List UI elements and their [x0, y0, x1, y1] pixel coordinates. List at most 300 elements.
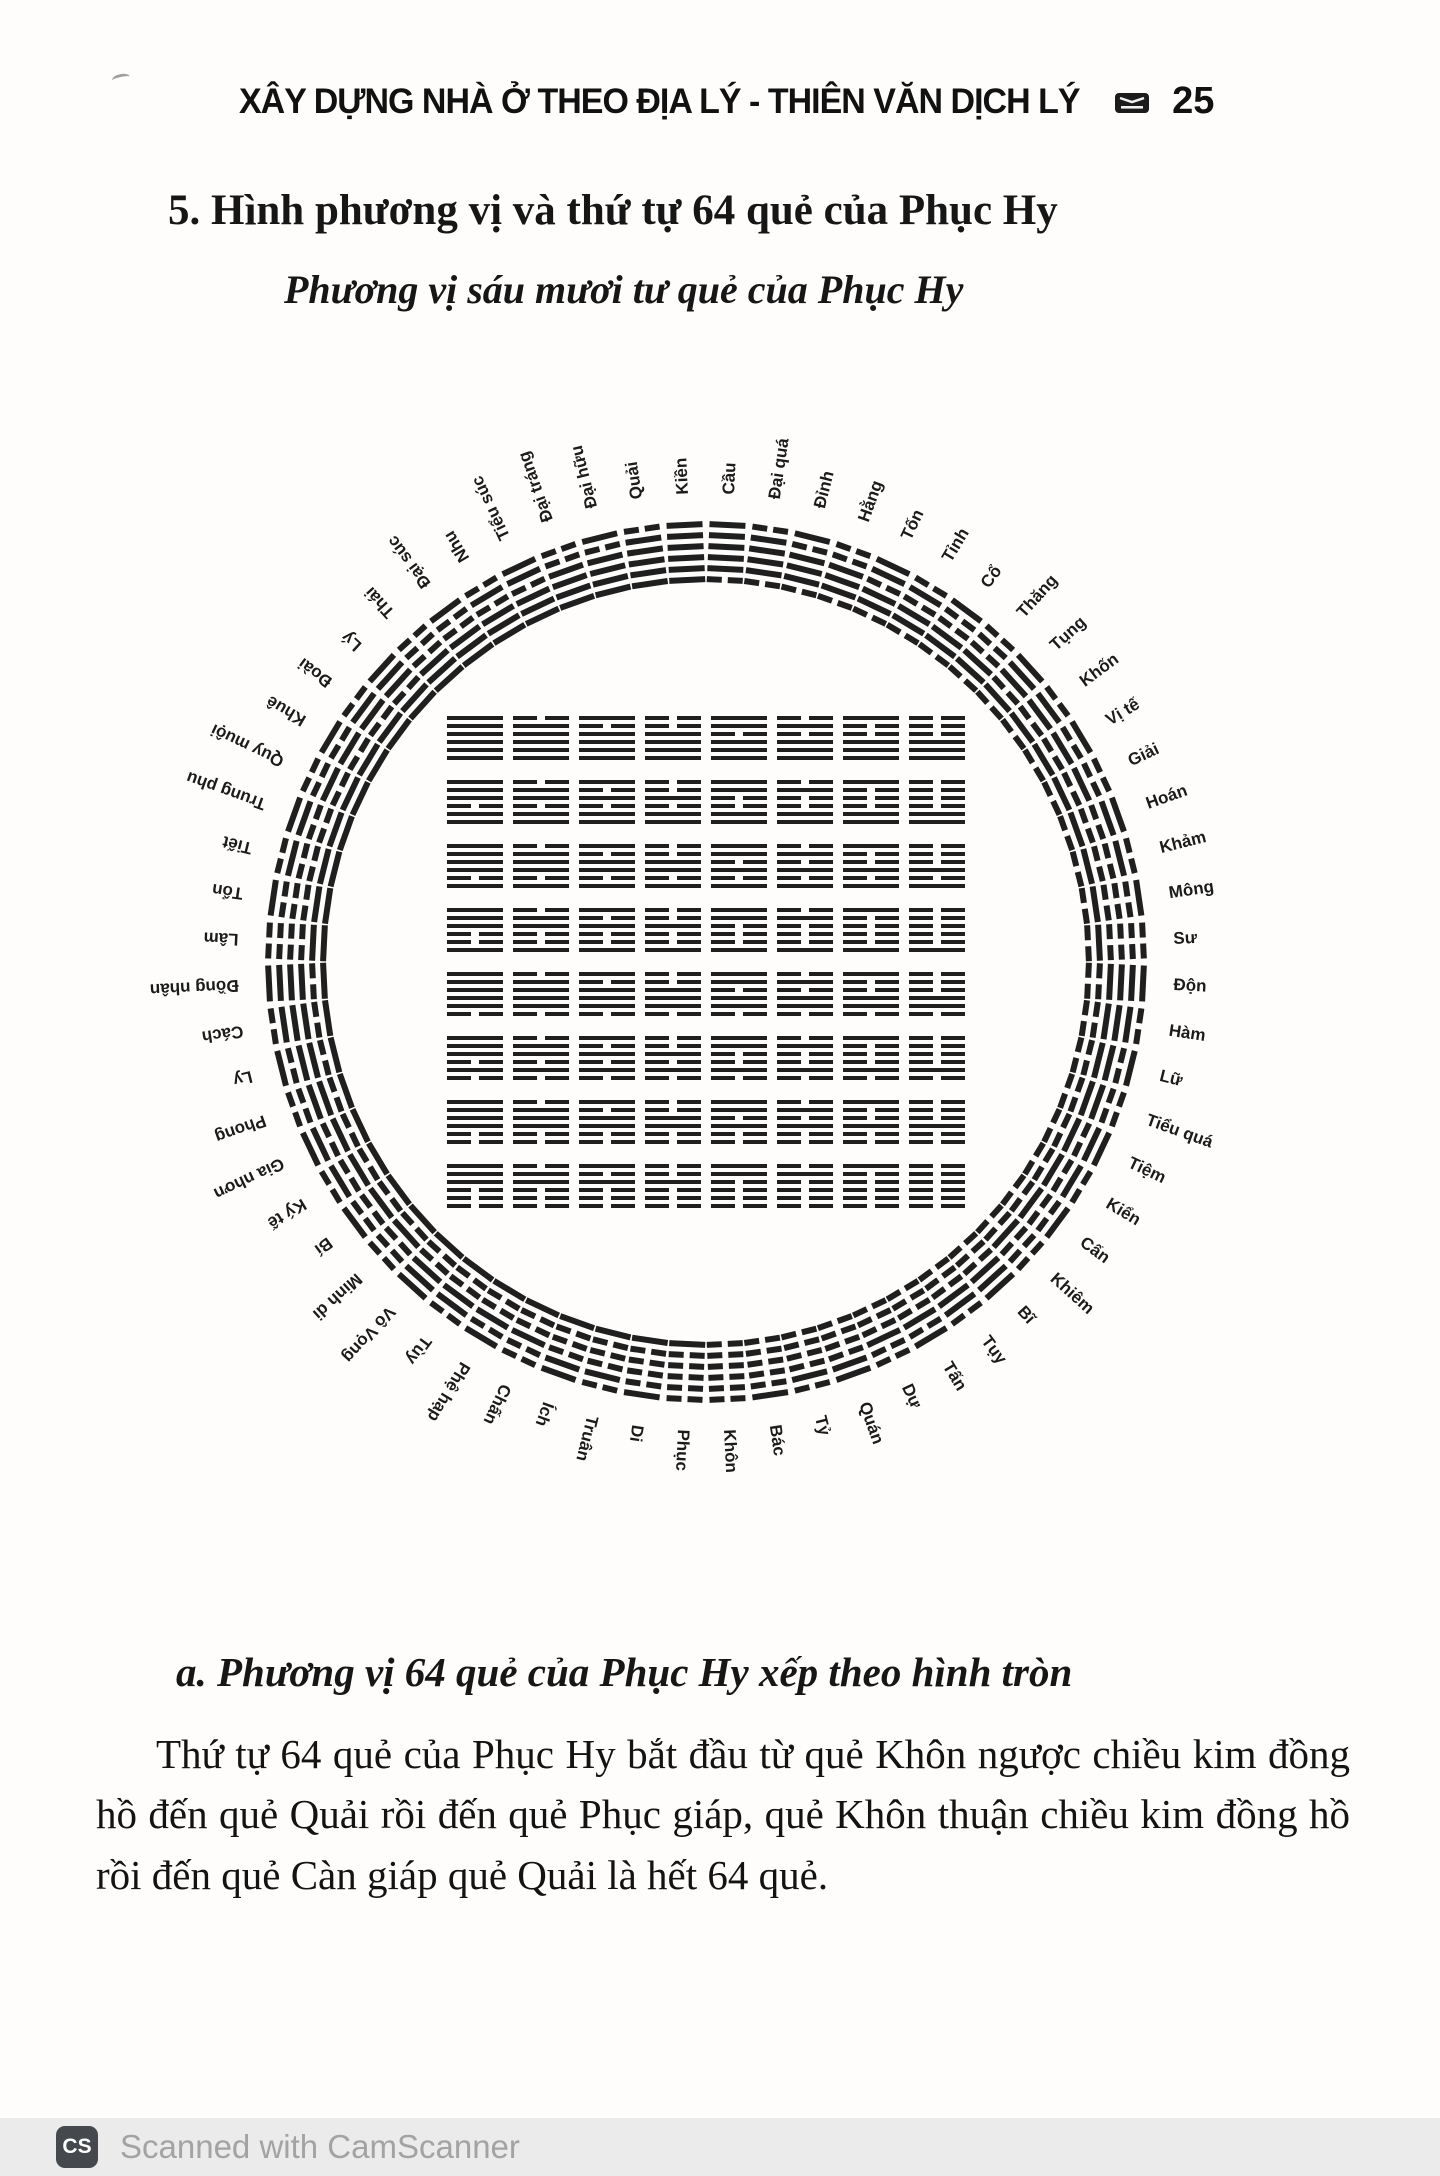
- hexagram-line: [579, 884, 635, 888]
- hexagram-line: [447, 860, 503, 864]
- hexagram-line: [711, 1140, 767, 1144]
- hexagram-line: [777, 1132, 833, 1136]
- hexagram-line: [447, 908, 503, 912]
- hexagram-line: [513, 716, 569, 720]
- hexagram-line: [513, 1076, 569, 1080]
- hexagram-line: [579, 988, 635, 992]
- ring-hexagram-label: Cầu: [718, 461, 740, 496]
- hexagram-line: [777, 972, 833, 976]
- hexagram-line: [1079, 888, 1090, 924]
- grid-hexagram: [447, 1036, 503, 1080]
- hexagram-line: [311, 886, 322, 922]
- hexagram-line: [447, 1172, 503, 1176]
- hexagram-line: [298, 924, 306, 960]
- hexagram-line: [645, 1124, 701, 1128]
- hexagram-line: [579, 996, 635, 1000]
- hexagram-line: [1128, 965, 1136, 1001]
- hexagram-line: [645, 1012, 701, 1016]
- hexagram-line: [711, 1172, 767, 1176]
- hexagram-line: [645, 716, 701, 720]
- hexagram-line: [513, 1068, 569, 1072]
- hexagram-line: [579, 852, 635, 856]
- hexagram-line: [909, 756, 965, 760]
- grid-hexagram: [579, 1100, 635, 1144]
- hexagram-line: [645, 948, 701, 952]
- hexagram-line: [777, 1204, 833, 1208]
- hexagram-line: [711, 1116, 767, 1120]
- hexagram-line: [447, 804, 503, 808]
- hexagram-line: [843, 1060, 899, 1064]
- ring-hexagram-label: Cổ: [976, 561, 1006, 592]
- hexagram-line: [513, 780, 569, 784]
- hexagram-line: [909, 812, 965, 816]
- hexagram-line: [1090, 886, 1101, 922]
- ring-hexagram: [624, 524, 669, 590]
- hexagram-line: [1128, 923, 1136, 959]
- hexagram-line: [777, 908, 833, 912]
- hexagram-line: [843, 852, 899, 856]
- hexagram-line: [843, 972, 899, 976]
- hexagram-line: [645, 908, 701, 912]
- hexagram-line: [447, 796, 503, 800]
- hexagram-line: [843, 748, 899, 752]
- ring-hexagram-label: Tỷ: [810, 1413, 835, 1438]
- hexagram-line: [645, 884, 701, 888]
- hexagram-line: [909, 972, 965, 976]
- hexagram-line: [749, 1367, 785, 1378]
- hexagram-line: [777, 820, 833, 824]
- hexagram-line: [447, 916, 503, 920]
- hexagram-line: [711, 940, 767, 944]
- grid-hexagram: [711, 1036, 767, 1080]
- hexagram-line: [513, 924, 569, 928]
- hexagram-line: [1133, 1008, 1144, 1044]
- grid-hexagram: [777, 972, 833, 1016]
- hexagram-line: [711, 804, 767, 808]
- hexagram-line: [579, 1132, 635, 1136]
- ring-hexagram-label: Kiền: [671, 457, 693, 496]
- hexagram-line: [645, 1116, 701, 1120]
- grid-hexagram: [909, 780, 965, 824]
- hexagram-line: [909, 1044, 965, 1048]
- camscanner-logo-text: CS: [62, 2135, 92, 2158]
- hexagram-line: [513, 1116, 569, 1120]
- hexagram-line: [447, 948, 503, 952]
- hexagram-line: [447, 988, 503, 992]
- grid-hexagram: [777, 844, 833, 888]
- hexagram-line: [669, 576, 705, 584]
- hexagram-line: [513, 1004, 569, 1008]
- hexagram-line: [843, 1052, 899, 1056]
- hexagram-line: [750, 1378, 786, 1389]
- hexagram-line: [513, 1100, 569, 1104]
- hexagram-line: [777, 1076, 833, 1080]
- hexagram-line: [625, 1378, 661, 1389]
- ring-hexagram-label: Lý: [337, 627, 366, 656]
- hexagram-line: [707, 1340, 743, 1348]
- ring-hexagram-label: Vị tế: [1102, 694, 1143, 730]
- hexagram-line: [645, 780, 701, 784]
- hexagram-line: [279, 881, 290, 917]
- ring-hexagram-label: Lữ: [1157, 1066, 1185, 1090]
- hexagram-line: [513, 844, 569, 848]
- hexagram-line: [579, 844, 635, 848]
- ring-hexagram-label: Tấn: [938, 1358, 971, 1394]
- hexagram-line: [843, 724, 899, 728]
- hexagram-line: [777, 924, 833, 928]
- hexagram-line: [843, 1172, 899, 1176]
- hexagram-line: [668, 1362, 704, 1370]
- hexagram-line: [320, 925, 328, 961]
- hexagram-line: [711, 972, 767, 976]
- hexagram-line: [447, 980, 503, 984]
- hexagram-line: [843, 868, 899, 872]
- hexagram-line: [645, 812, 701, 816]
- hexagram-line: [322, 888, 333, 924]
- hexagram-line: [777, 948, 833, 952]
- grid-hexagram: [447, 1164, 503, 1208]
- hexagram-line: [777, 1068, 833, 1072]
- hexagram-line: [447, 1180, 503, 1184]
- hexagram-line: [579, 1036, 635, 1040]
- hexagram-line: [447, 1164, 503, 1168]
- hexagram-line: [843, 1116, 899, 1120]
- hexagram-line: [1095, 963, 1103, 999]
- hexagram-line: [513, 732, 569, 736]
- hexagram-line: [628, 556, 664, 567]
- ring-hexagram-label: Kiển: [1102, 1194, 1145, 1230]
- hexagram-line: [579, 908, 635, 912]
- hexagram-line: [300, 1003, 311, 1039]
- hexagram-line: [843, 908, 899, 912]
- hexagram-line: [447, 1108, 503, 1112]
- hexagram-line: [289, 883, 300, 919]
- hexagram-line: [513, 940, 569, 944]
- hexagram-line: [513, 1036, 569, 1040]
- hexagram-line: [645, 1140, 701, 1144]
- hexagram-line: [745, 567, 781, 578]
- hexagram-line: [843, 948, 899, 952]
- hexagram-line: [709, 532, 745, 540]
- hexagram-line: [447, 1100, 503, 1104]
- hexagram-line: [843, 1100, 899, 1104]
- hexagram-line: [513, 1060, 569, 1064]
- hexagram-line: [447, 1044, 503, 1048]
- hexagram-line: [777, 1004, 833, 1008]
- hexagram-line: [711, 948, 767, 952]
- hexagram-line: [843, 996, 899, 1000]
- hexagram-line: [579, 820, 635, 824]
- hexagram-line: [513, 804, 569, 808]
- hexagram-line: [447, 780, 503, 784]
- hexagram-line: [843, 1188, 899, 1192]
- grid-hexagram: [513, 908, 569, 952]
- ring-hexagram-label: Ích: [531, 1399, 558, 1430]
- hexagram-line: [843, 932, 899, 936]
- hexagram-line: [909, 1068, 965, 1072]
- ring-hexagram-label: Thăng: [1012, 570, 1062, 622]
- hexagram-line: [513, 1172, 569, 1176]
- hexagram-line: [645, 980, 701, 984]
- hexagram-line: [447, 740, 503, 744]
- ring-hexagram-label: Quy muội: [207, 720, 287, 771]
- hexagram-line: [645, 1068, 701, 1072]
- hexagram-line: [645, 1180, 701, 1184]
- hexagram-line: [447, 788, 503, 792]
- hexagram-line: [579, 748, 635, 752]
- grid-hexagram: [843, 1100, 899, 1144]
- ring-hexagram-label: Truân: [572, 1413, 602, 1464]
- ring-hexagram-label: Hằng: [854, 477, 887, 525]
- hexagram-line: [843, 1204, 899, 1208]
- hexagram-line: [447, 1116, 503, 1120]
- hexagram-line: [711, 1196, 767, 1200]
- hexagram-line: [711, 924, 767, 928]
- hexagram-line: [579, 1204, 635, 1208]
- hexagram-line: [1122, 1006, 1133, 1042]
- hexagram-line: [711, 1060, 767, 1064]
- hexagram-line: [645, 756, 701, 760]
- hexagram-line: [843, 1108, 899, 1112]
- hexagram-line: [630, 1346, 666, 1357]
- hexagram-line: [579, 1188, 635, 1192]
- ring-hexagram: [707, 521, 746, 584]
- hexagram-line: [711, 916, 767, 920]
- hexagram-line: [666, 1395, 702, 1403]
- hexagram-line: [909, 804, 965, 808]
- hexagram-line: [513, 916, 569, 920]
- ring-hexagram-label: Hoán: [1143, 780, 1190, 813]
- hexagram-line: [777, 1196, 833, 1200]
- ring-hexagram: [744, 524, 789, 590]
- hexagram-line: [513, 1204, 569, 1208]
- ring-hexagram-label: Đoài: [294, 654, 336, 692]
- hexagram-line: [447, 1052, 503, 1056]
- hexagram-line: [744, 578, 780, 589]
- hexagram-line: [709, 521, 745, 529]
- hexagram-line: [579, 716, 635, 720]
- hexagram-line: [579, 1172, 635, 1176]
- hexagram-line: [711, 932, 767, 936]
- hexagram-line: [645, 1108, 701, 1112]
- hexagram-line: [909, 1004, 965, 1008]
- grid-hexagram: [447, 844, 503, 888]
- hexagram-line: [645, 804, 701, 808]
- ring-hexagram-label: Khốn: [1075, 649, 1123, 691]
- hexagram-line: [447, 1204, 503, 1208]
- hexagram-line: [777, 844, 833, 848]
- hexagram-line: [667, 1373, 703, 1381]
- hexagram-line: [447, 1060, 503, 1064]
- hexagram-line: [777, 996, 833, 1000]
- hexagram-line: [909, 860, 965, 864]
- grid-hexagram: [711, 1164, 767, 1208]
- ring-hexagram-label: Mông: [1167, 876, 1216, 903]
- grid-hexagram: [513, 1036, 569, 1080]
- hexagram-line: [579, 1044, 635, 1048]
- hexagram-line: [909, 1196, 965, 1200]
- hexagram-line: [1117, 923, 1125, 959]
- hexagram-line: [645, 924, 701, 928]
- hexagram-line: [447, 972, 503, 976]
- hexagram-line: [843, 1012, 899, 1016]
- hexagram-line: [579, 1196, 635, 1200]
- hexagram-line: [777, 988, 833, 992]
- hexagram-line: [447, 1196, 503, 1200]
- ring-hexagram-label: Đại hữu: [566, 443, 602, 511]
- hexagram-line: [843, 1036, 899, 1040]
- hexagram-line: [447, 932, 503, 936]
- hexagram-line: [309, 963, 317, 999]
- ring-hexagram-label: Vô Vọng: [338, 1302, 400, 1367]
- hexagram-line: [777, 796, 833, 800]
- hexagram-line: [750, 535, 786, 546]
- hexagram-square-grid: [447, 716, 965, 1208]
- hexagram-line: [645, 1036, 701, 1040]
- grid-hexagram: [579, 1036, 635, 1080]
- hexagram-line: [513, 796, 569, 800]
- grid-hexagram: [843, 844, 899, 888]
- hexagram-line: [447, 884, 503, 888]
- hexagram-line: [630, 567, 666, 578]
- hexagram-line: [711, 884, 767, 888]
- hexagram-line: [513, 996, 569, 1000]
- hexagram-line: [513, 1164, 569, 1168]
- ring-hexagram-label: Tiểu quá: [1143, 1110, 1216, 1152]
- ring-hexagram-label: Khảm: [1157, 827, 1208, 858]
- hexagram-line: [777, 1172, 833, 1176]
- hexagram-line: [579, 1076, 635, 1080]
- hexagram-line: [645, 1044, 701, 1048]
- hexagram-line: [777, 732, 833, 736]
- hexagram-line: [843, 1164, 899, 1168]
- hexagram-line: [447, 996, 503, 1000]
- hexagram-line: [276, 965, 284, 1001]
- hexagram-line: [909, 884, 965, 888]
- ring-hexagram-label: Đỉnh: [810, 468, 838, 511]
- hexagram-line: [709, 1395, 745, 1403]
- hexagram-line: [909, 820, 965, 824]
- hexagram-line: [645, 796, 701, 800]
- ring-hexagram-label: Khiêm: [1046, 1268, 1098, 1318]
- hexagram-line: [843, 980, 899, 984]
- hexagram-line: [711, 1044, 767, 1048]
- hexagram-line: [645, 1196, 701, 1200]
- figure-caption: a. Phương vị 64 quẻ của Phục Hy xếp theo hình tròn: [176, 1649, 1073, 1695]
- hexagram-line: [513, 1044, 569, 1048]
- grid-hexagram: [645, 1164, 701, 1208]
- hexagram-line: [843, 1180, 899, 1184]
- ring-hexagram-label: Phong: [212, 1111, 269, 1147]
- hexagram-line: [579, 1140, 635, 1144]
- hexagram-line: [749, 545, 785, 556]
- page-number: 25: [1172, 80, 1215, 122]
- hexagram-line: [777, 1052, 833, 1056]
- hexagram-line: [1139, 965, 1147, 1001]
- hexagram-line: [707, 1351, 743, 1359]
- grid-hexagram: [447, 716, 503, 760]
- hexagram-line: [1101, 1003, 1112, 1039]
- grid-hexagram: [711, 1100, 767, 1144]
- grid-hexagram: [777, 1036, 833, 1080]
- grid-hexagram: [579, 908, 635, 952]
- hexagram-line: [711, 868, 767, 872]
- ring-hexagram: [624, 1335, 669, 1401]
- hexagram-line: [711, 756, 767, 760]
- hexagram-line: [711, 820, 767, 824]
- hexagram-line: [843, 820, 899, 824]
- hexagram-line: [632, 1335, 668, 1346]
- ring-hexagram-label: Tụng: [1046, 612, 1090, 655]
- running-header-title: XÂY DỰNG NHÀ Ở THEO ĐỊA LÝ - THIÊN VĂN DỊCH LÝ: [238, 81, 1080, 121]
- hexagram-line: [579, 732, 635, 736]
- grid-hexagram: [777, 908, 833, 952]
- hexagram-line: [667, 1384, 703, 1392]
- ring-hexagram-label: Đại tráng: [514, 448, 557, 525]
- hexagram-line: [645, 996, 701, 1000]
- hexagram-line: [843, 876, 899, 880]
- hexagram-line: [843, 844, 899, 848]
- ring-hexagram-label: Tổn: [210, 879, 245, 904]
- hexagram-line: [711, 1188, 767, 1192]
- hexagram-line: [645, 1060, 701, 1064]
- hexagram-line: [711, 740, 767, 744]
- hexagram-line: [645, 932, 701, 936]
- hexagram-line: [909, 1108, 965, 1112]
- grid-hexagram: [909, 1164, 965, 1208]
- hexagram-line: [645, 852, 701, 856]
- hexagram-line: [843, 1068, 899, 1072]
- hexagram-line: [777, 1188, 833, 1192]
- hexagram-line: [909, 876, 965, 880]
- hexagram-line: [1139, 922, 1147, 958]
- ring-hexagram-label: Tụy: [977, 1331, 1011, 1368]
- hexagram-line: [513, 1124, 569, 1128]
- hexagram-line: [513, 812, 569, 816]
- hexagram-line: [268, 1008, 279, 1044]
- hexagram-line: [711, 780, 767, 784]
- grid-hexagram: [513, 780, 569, 824]
- grid-hexagram: [645, 1036, 701, 1080]
- ring-hexagram: [268, 880, 334, 925]
- hexagram-line: [711, 812, 767, 816]
- hexagram-line: [513, 988, 569, 992]
- ring-hexagram: [666, 1340, 705, 1403]
- grid-hexagram: [579, 780, 635, 824]
- grid-hexagram: [843, 780, 899, 824]
- hexagram-line: [447, 844, 503, 848]
- ring-hexagram-label: Giải: [1124, 739, 1162, 771]
- hexagram-line: [669, 1340, 705, 1348]
- hexagram-line: [777, 1100, 833, 1104]
- hexagram-line: [513, 1052, 569, 1056]
- hexagram-line: [909, 748, 965, 752]
- hexagram-line: [708, 543, 744, 551]
- hexagram-line: [777, 1060, 833, 1064]
- hexagram-line: [579, 740, 635, 744]
- hexagram-line: [667, 532, 703, 540]
- hexagram-line: [711, 1052, 767, 1056]
- hexagram-line: [909, 1180, 965, 1184]
- body-paragraph: Thứ tự 64 quẻ của Phục Hy bắt đầu từ quẻ Khôn ngược chiều kim đồng hồ đến quẻ Quải rồi đến quẻ Phục giáp, quẻ Khôn thuận chiều kim đồng hồ rồi đến quẻ Càn giáp quẻ Quải là hết 64 quẻ.: [96, 1731, 1350, 1898]
- hexagram-line: [711, 1068, 767, 1072]
- hexagram-line: [909, 988, 965, 992]
- hexagram-line: [777, 852, 833, 856]
- hexagram-line: [909, 868, 965, 872]
- hexagram-line: [711, 716, 767, 720]
- hexagram-line: [909, 940, 965, 944]
- hexagram-line: [777, 756, 833, 760]
